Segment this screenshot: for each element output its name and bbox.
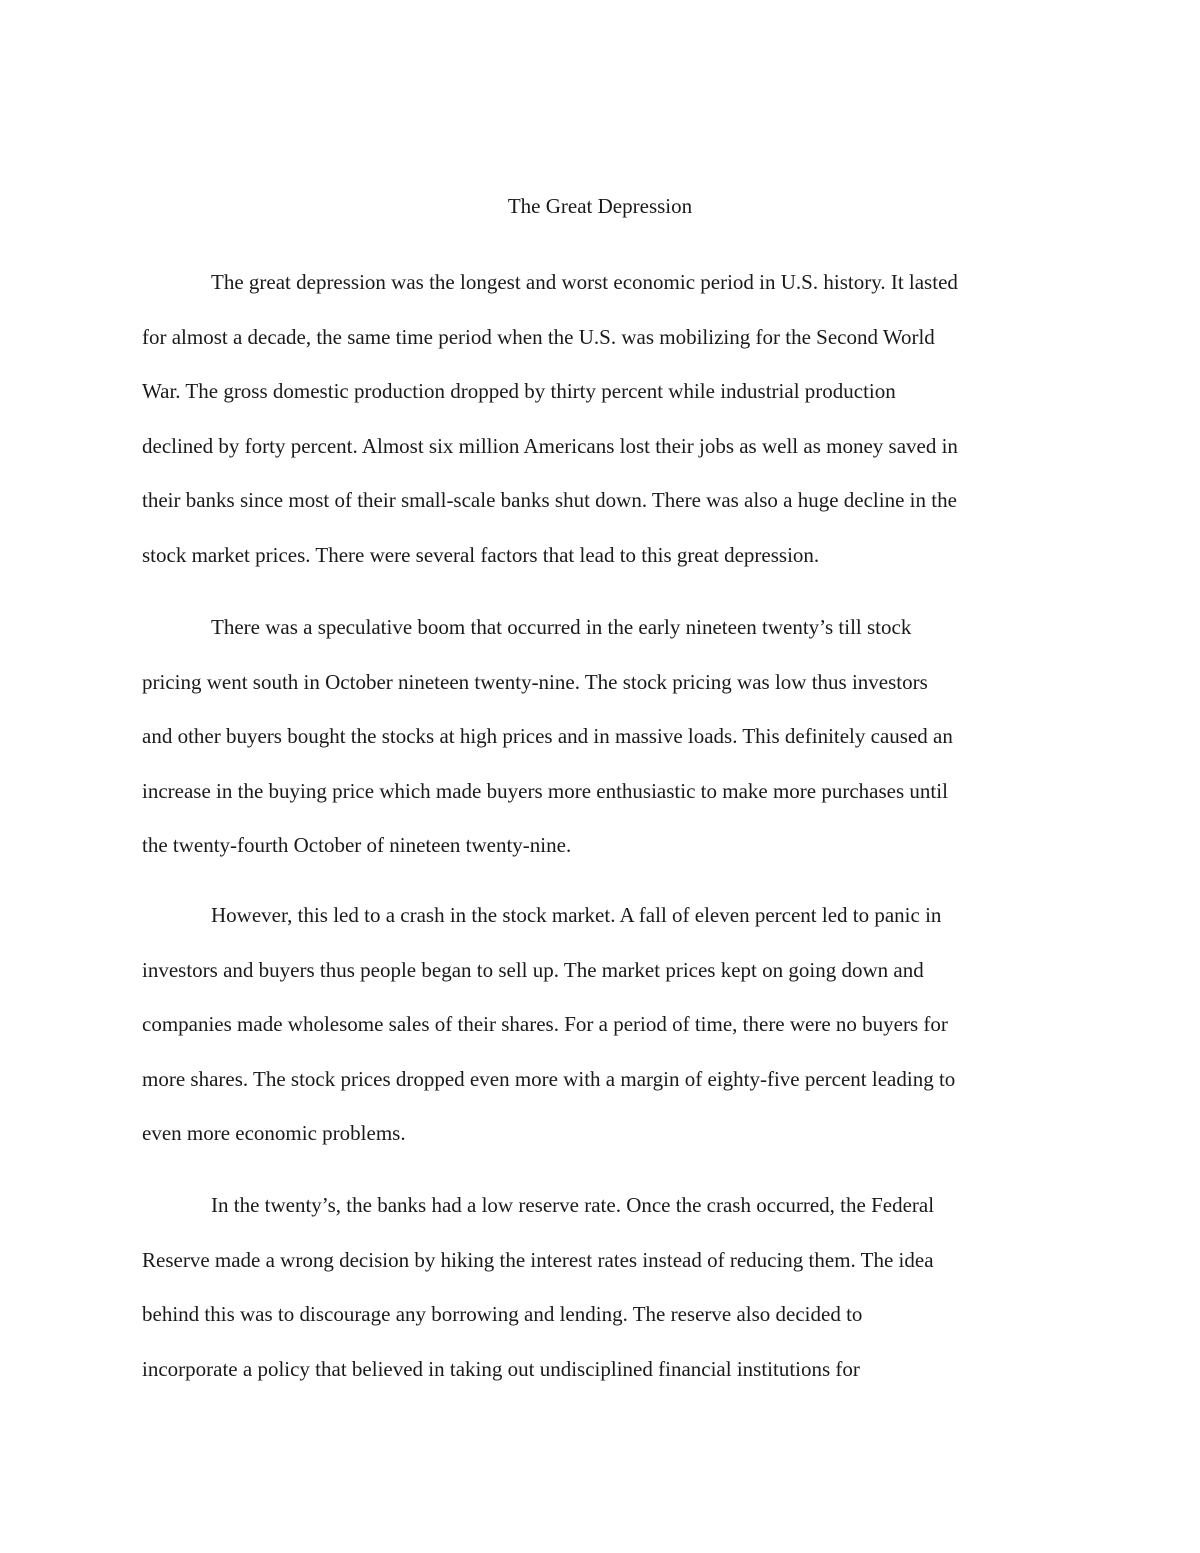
paragraph-line: and other buyers bought the stocks at high prices and in massive loads. This definitely caused an — [142, 724, 953, 748]
paragraph-line: stock market prices. There were several factors that lead to this great depression. — [142, 542, 820, 567]
paragraph-4 — [142, 1189, 1072, 1407]
document-title: The Great Depression — [507, 194, 693, 218]
paragraph-line: declined by forty percent. Almost six million Americans lost their jobs as well as money saved in — [142, 433, 958, 458]
paragraph-1 — [142, 266, 1072, 593]
paragraph-line: However, this led to a crash in the stock market. A fall of eleven percent led to panic in — [211, 903, 942, 927]
paragraph-line: incorporate a policy that believed in taking out undisciplined financial institutions for — [142, 1356, 860, 1381]
paragraph-3 — [142, 899, 1072, 1172]
paragraph-line: investors and buyers thus people began to sell up. The market prices kept on going down and — [142, 957, 924, 982]
paragraph-line: companies made wholesome sales of their shares. For a period of time, there were no buyers for — [142, 1012, 948, 1036]
paragraph-line: increase in the buying price which made buyers more enthusiastic to make more purchases until — [142, 778, 948, 803]
paragraph-2 — [142, 611, 1072, 884]
paragraph-line: their banks since most of their small-scale banks shut down. There was also a huge decline in the — [142, 488, 957, 512]
paragraph-line: the twenty-fourth October of nineteen twenty-nine. — [142, 833, 572, 857]
paragraph-line: Reserve made a wrong decision by hiking the interest rates instead of reducing them. The idea — [142, 1247, 934, 1272]
paragraph-line: There was a speculative boom that occurred in the early nineteen twenty’s till stock — [211, 615, 912, 639]
paragraph-line: more shares. The stock prices dropped even more with a margin of eighty-five percent leading to — [142, 1066, 956, 1091]
paragraph-line: War. The gross domestic production dropped by thirty percent while industrial production — [142, 379, 896, 403]
paragraph-line: behind this was to discourage any borrowing and lending. The reserve also decided to — [142, 1302, 863, 1326]
paragraph-line: The great depression was the longest and worst economic period in U.S. history. It lasted — [211, 270, 958, 294]
paragraph-line: pricing went south in October nineteen twenty-nine. The stock pricing was low thus investors — [142, 669, 928, 694]
paragraph-line: for almost a decade, the same time period when the U.S. was mobilizing for the Second World — [142, 324, 935, 349]
paragraph-line: In the twenty’s, the banks had a low reserve rate. Once the crash occurred, the Federal — [211, 1193, 935, 1217]
paragraph-line: even more economic problems. — [142, 1121, 406, 1145]
